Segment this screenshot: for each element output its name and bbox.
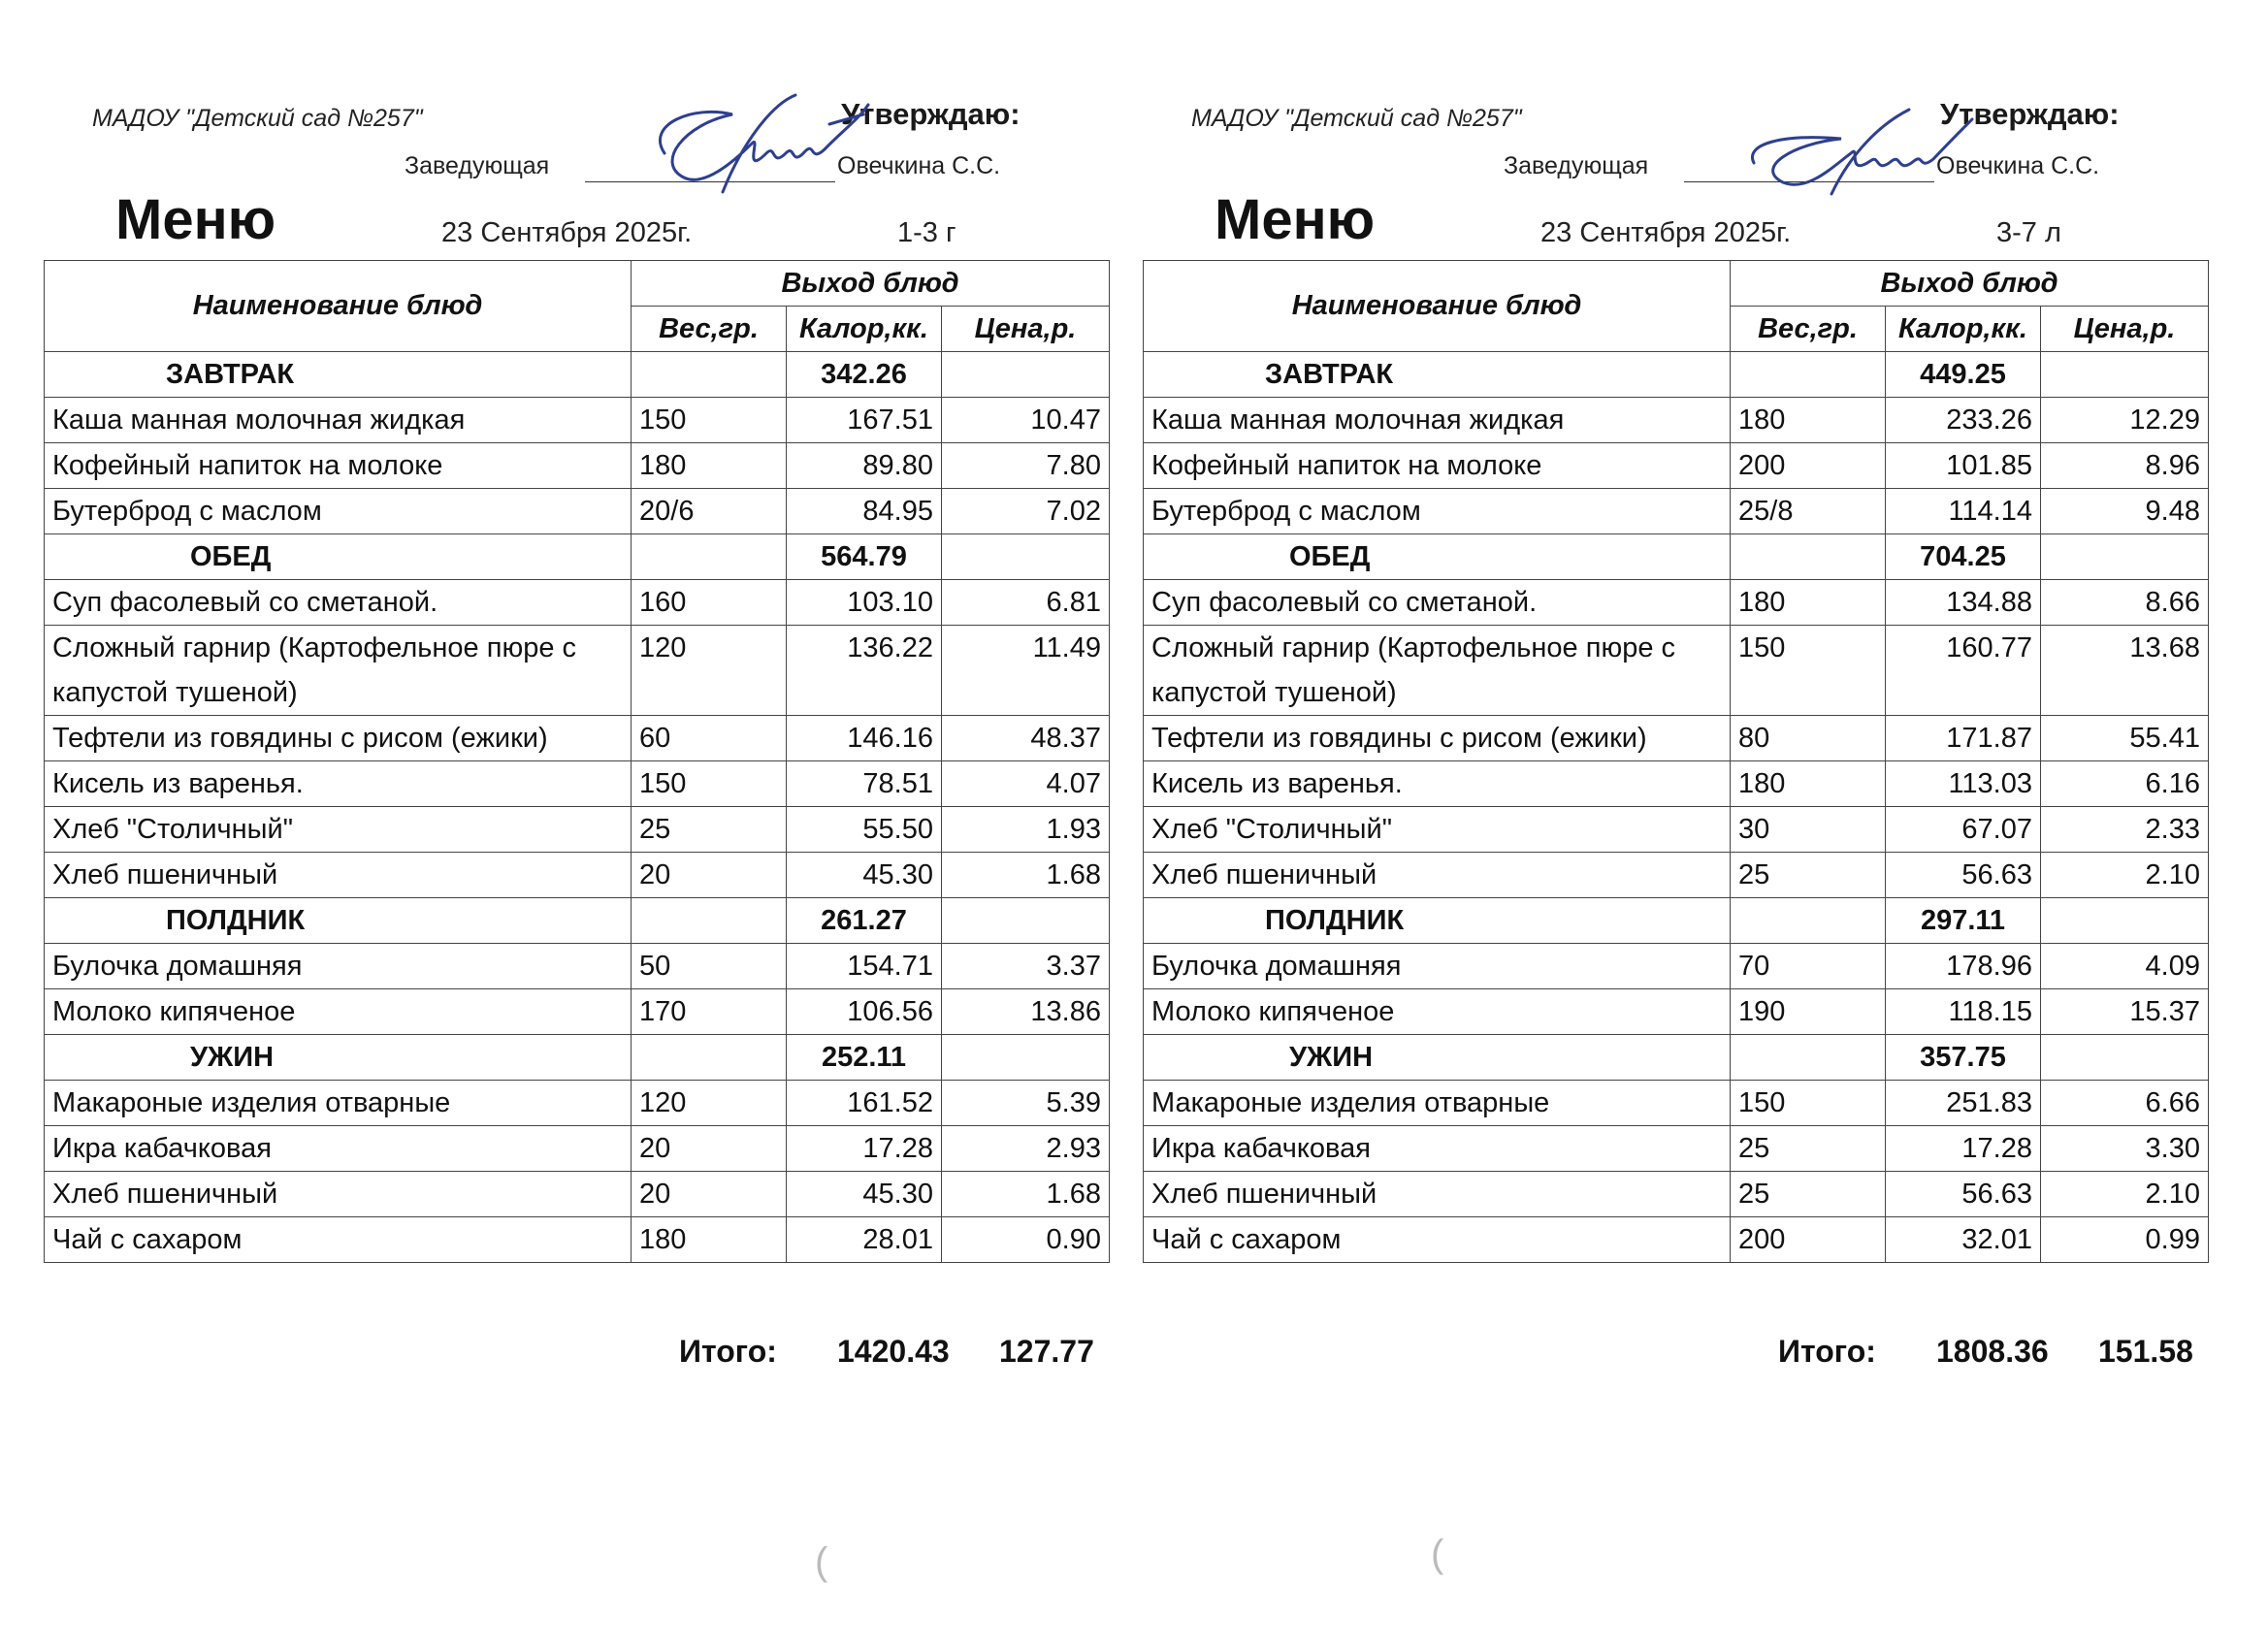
dish-name: Суп фасолевый со сметаной. (1144, 580, 1731, 626)
total-label: Итого: (1778, 1334, 1876, 1369)
dish-name: Хлеб пшеничный (1144, 853, 1731, 898)
table-row (1144, 1172, 2209, 1217)
dish-weight: 180 (1731, 398, 1886, 443)
dish-kcal: 233.26 (1886, 398, 2041, 443)
dish-kcal: 136.22 (787, 626, 942, 671)
dish-weight: 25 (1731, 1126, 1886, 1172)
dish-price: 13.68 (2041, 626, 2209, 671)
dish-kcal: 161.52 (787, 1081, 942, 1126)
col-price: Цена,р. (2041, 307, 2209, 352)
dish-price: 10.47 (942, 398, 1110, 443)
dish-weight: 150 (1731, 626, 1886, 671)
dish-kcal: 114.14 (1886, 489, 2041, 534)
dish-name: Кофейный напиток на молоке (1144, 443, 1731, 489)
table-row (45, 398, 1110, 443)
dish-weight: 20/6 (632, 489, 787, 534)
dish-name: Сложный гарнир (Картофельное пюре с (45, 626, 632, 671)
table-row (1144, 807, 2209, 853)
dish-kcal: 55.50 (787, 807, 942, 853)
section-kcal: 261.27 (787, 898, 942, 944)
section-weight (632, 352, 787, 398)
dish-price: 8.66 (2041, 580, 2209, 626)
dish-price: 15.37 (2041, 989, 2209, 1035)
dish-kcal: 154.71 (787, 944, 942, 989)
menu-title: Меню (115, 188, 276, 251)
section-row (45, 352, 1110, 398)
dish-price: 6.66 (2041, 1081, 2209, 1126)
org-name: МАДОУ "Детский сад №257" (1191, 105, 1522, 132)
section-title: УЖИН (1144, 1035, 1731, 1081)
dish-price: 1.68 (942, 853, 1110, 898)
dish-name: Молоко кипяченое (45, 989, 632, 1035)
menu-title: Меню (1215, 188, 1376, 251)
section-title: ЗАВТРАК (45, 352, 632, 398)
col-output: Выход блюд (1731, 261, 2209, 307)
menu-date: 23 Сентября 2025г. (1540, 217, 1792, 248)
dish-weight: 180 (632, 1217, 787, 1263)
dish-name-continued: капустой тушеной) (1144, 670, 1731, 716)
dish-kcal: 101.85 (1886, 443, 2041, 489)
dish-weight: 150 (632, 398, 787, 443)
dish-weight: 25/8 (1731, 489, 1886, 534)
dish-kcal: 106.56 (787, 989, 942, 1035)
section-weight (1731, 534, 1886, 580)
col-output: Выход блюд (632, 261, 1110, 307)
empty-cell (1731, 670, 1886, 716)
dish-name: Хлеб "Столичный" (45, 807, 632, 853)
empty-cell (787, 670, 942, 716)
dish-kcal: 84.95 (787, 489, 942, 534)
section-weight (632, 534, 787, 580)
table-row (45, 761, 1110, 807)
menu-table (1143, 260, 2209, 1263)
table-row-continuation (1144, 670, 2209, 716)
section-kcal: 704.25 (1886, 534, 2041, 580)
table-row (45, 853, 1110, 898)
empty-cell (2041, 670, 2209, 716)
dish-name: Сложный гарнир (Картофельное пюре с (1144, 626, 1731, 671)
dish-price: 11.49 (942, 626, 1110, 671)
dish-weight: 20 (632, 1172, 787, 1217)
dish-weight: 120 (632, 626, 787, 671)
dish-price: 2.10 (2041, 1172, 2209, 1217)
menu-rows (45, 352, 1110, 1263)
dish-weight: 20 (632, 1126, 787, 1172)
dish-name: Кофейный напиток на молоке (45, 443, 632, 489)
dish-kcal: 160.77 (1886, 626, 2041, 671)
section-price (942, 534, 1110, 580)
section-title: ПОЛДНИК (1144, 898, 1731, 944)
dish-price: 12.29 (2041, 398, 2209, 443)
dish-name: Чай с сахаром (45, 1217, 632, 1263)
dish-price: 6.81 (942, 580, 1110, 626)
table-row (1144, 1217, 2209, 1263)
signature-icon (1725, 85, 1977, 202)
col-kcal: Калор,кк. (787, 307, 942, 352)
dish-price: 48.37 (942, 716, 1110, 761)
menu-rows (1144, 352, 2209, 1263)
dish-weight: 70 (1731, 944, 1886, 989)
dish-price: 0.99 (2041, 1217, 2209, 1263)
table-row (45, 807, 1110, 853)
dish-price: 1.68 (942, 1172, 1110, 1217)
dish-price: 4.07 (942, 761, 1110, 807)
col-dish-name: Наименование блюд (45, 261, 632, 352)
head-role: Заведующая (1504, 152, 1649, 179)
section-title: ЗАВТРАК (1144, 352, 1731, 398)
section-title: УЖИН (45, 1035, 632, 1081)
table-row (1144, 1126, 2209, 1172)
table-row (45, 716, 1110, 761)
col-weight: Вес,гр. (632, 307, 787, 352)
dish-weight: 20 (632, 853, 787, 898)
dish-price: 7.02 (942, 489, 1110, 534)
dish-weight: 200 (1731, 443, 1886, 489)
table-row (45, 443, 1110, 489)
dish-kcal: 32.01 (1886, 1217, 2041, 1263)
dish-name: Хлеб пшеничный (45, 1172, 632, 1217)
col-dish-name: Наименование блюд (1144, 261, 1731, 352)
dish-kcal: 78.51 (787, 761, 942, 807)
dish-name-continued: капустой тушеной) (45, 670, 632, 716)
section-title: ОБЕД (1144, 534, 1731, 580)
dish-name: Суп фасолевый со сметаной. (45, 580, 632, 626)
dish-name: Хлеб "Столичный" (1144, 807, 1731, 853)
dish-weight: 80 (1731, 716, 1886, 761)
dish-kcal: 45.30 (787, 853, 942, 898)
dish-price: 0.90 (942, 1217, 1110, 1263)
section-kcal: 449.25 (1886, 352, 2041, 398)
col-kcal: Калор,кк. (1886, 307, 2041, 352)
section-weight (1731, 352, 1886, 398)
approve-label: Утверждаю: (1940, 97, 2120, 131)
dish-price: 5.39 (942, 1081, 1110, 1126)
dish-weight: 150 (1731, 1081, 1886, 1126)
menu-date: 23 Сентября 2025г. (441, 217, 693, 248)
section-price (2041, 534, 2209, 580)
table-row (1144, 626, 2209, 671)
section-title: ПОЛДНИК (45, 898, 632, 944)
section-row (1144, 352, 2209, 398)
signature-icon (626, 85, 878, 202)
dish-price: 8.96 (2041, 443, 2209, 489)
section-row (1144, 534, 2209, 580)
col-weight: Вес,гр. (1731, 307, 1886, 352)
dish-weight: 25 (1731, 1172, 1886, 1217)
empty-cell (1886, 670, 2041, 716)
table-row (45, 944, 1110, 989)
table-row (45, 989, 1110, 1035)
dish-weight: 50 (632, 944, 787, 989)
dish-price: 3.30 (2041, 1126, 2209, 1172)
dish-weight: 120 (632, 1081, 787, 1126)
section-price (942, 352, 1110, 398)
scan-mark: ( (1431, 1533, 1444, 1575)
dish-name: Кисель из варенья. (1144, 761, 1731, 807)
dish-weight: 160 (632, 580, 787, 626)
approve-label: Утверждаю: (841, 97, 1021, 131)
section-kcal: 564.79 (787, 534, 942, 580)
section-row (45, 1035, 1110, 1081)
dish-price: 13.86 (942, 989, 1110, 1035)
table-row (45, 1172, 1110, 1217)
total-kcal: 1420.43 (837, 1334, 950, 1369)
section-kcal: 357.75 (1886, 1035, 2041, 1081)
section-kcal: 252.11 (787, 1035, 942, 1081)
dish-kcal: 89.80 (787, 443, 942, 489)
dish-weight: 190 (1731, 989, 1886, 1035)
dish-kcal: 17.28 (787, 1126, 942, 1172)
table-row (1144, 580, 2209, 626)
section-row (1144, 898, 2209, 944)
dish-name: Чай с сахаром (1144, 1217, 1731, 1263)
dish-name: Булочка домашняя (45, 944, 632, 989)
dish-name: Хлеб пшеничный (45, 853, 632, 898)
dish-name: Бутерброд с маслом (1144, 489, 1731, 534)
table-row (1144, 716, 2209, 761)
table-row (45, 489, 1110, 534)
dish-kcal: 118.15 (1886, 989, 2041, 1035)
section-kcal: 342.26 (787, 352, 942, 398)
menu-age-group: 1-3 г (897, 217, 956, 248)
section-price (942, 1035, 1110, 1081)
table-row (1144, 853, 2209, 898)
dish-name: Хлеб пшеничный (1144, 1172, 1731, 1217)
section-row (45, 898, 1110, 944)
section-row (45, 534, 1110, 580)
dish-weight: 180 (632, 443, 787, 489)
col-price: Цена,р. (942, 307, 1110, 352)
dish-name: Икра кабачковая (45, 1126, 632, 1172)
table-row (45, 1081, 1110, 1126)
dish-weight: 25 (1731, 853, 1886, 898)
section-price (2041, 898, 2209, 944)
total-price: 127.77 (999, 1334, 1094, 1369)
dish-kcal: 146.16 (787, 716, 942, 761)
section-price (2041, 1035, 2209, 1081)
dish-name: Тефтели из говядины с рисом (ежики) (45, 716, 632, 761)
dish-weight: 25 (632, 807, 787, 853)
dish-weight: 180 (1731, 580, 1886, 626)
dish-name: Каша манная молочная жидкая (1144, 398, 1731, 443)
table-row (1144, 489, 2209, 534)
section-weight (1731, 1035, 1886, 1081)
table-row (1144, 989, 2209, 1035)
dish-kcal: 113.03 (1886, 761, 2041, 807)
director-name: Овечкина С.С. (837, 152, 1001, 179)
dish-price: 9.48 (2041, 489, 2209, 534)
table-row-continuation (45, 670, 1110, 716)
dish-weight: 150 (632, 761, 787, 807)
dish-price: 2.10 (2041, 853, 2209, 898)
dish-kcal: 45.30 (787, 1172, 942, 1217)
dish-kcal: 171.87 (1886, 716, 2041, 761)
scan-mark: ( (815, 1540, 828, 1583)
dish-weight: 30 (1731, 807, 1886, 853)
dish-weight: 60 (632, 716, 787, 761)
dish-price: 2.33 (2041, 807, 2209, 853)
total-price: 151.58 (2098, 1334, 2193, 1369)
dish-kcal: 67.07 (1886, 807, 2041, 853)
dish-price: 55.41 (2041, 716, 2209, 761)
dish-name: Кисель из варенья. (45, 761, 632, 807)
section-weight (632, 1035, 787, 1081)
table-row (1144, 443, 2209, 489)
dish-kcal: 103.10 (787, 580, 942, 626)
section-weight (1731, 898, 1886, 944)
dish-kcal: 56.63 (1886, 1172, 2041, 1217)
dish-price: 1.93 (942, 807, 1110, 853)
dish-name: Молоко кипяченое (1144, 989, 1731, 1035)
empty-cell (942, 670, 1110, 716)
menu-panel-3-7 (1143, 0, 2229, 1406)
total-label: Итого: (679, 1334, 777, 1369)
table-row (1144, 944, 2209, 989)
dish-name: Тефтели из говядины с рисом (ежики) (1144, 716, 1731, 761)
dish-kcal: 56.63 (1886, 853, 2041, 898)
table-row (45, 626, 1110, 671)
dish-kcal: 178.96 (1886, 944, 2041, 989)
dish-name: Икра кабачковая (1144, 1126, 1731, 1172)
dish-weight: 170 (632, 989, 787, 1035)
dish-kcal: 251.83 (1886, 1081, 2041, 1126)
dish-kcal: 134.88 (1886, 580, 2041, 626)
table-row (1144, 1081, 2209, 1126)
section-title: ОБЕД (45, 534, 632, 580)
section-price (2041, 352, 2209, 398)
dish-name: Бутерброд с маслом (45, 489, 632, 534)
dish-kcal: 17.28 (1886, 1126, 2041, 1172)
dish-price: 2.93 (942, 1126, 1110, 1172)
dish-price: 6.16 (2041, 761, 2209, 807)
section-row (1144, 1035, 2209, 1081)
dish-kcal: 28.01 (787, 1217, 942, 1263)
table-row (45, 1217, 1110, 1263)
total-kcal: 1808.36 (1936, 1334, 2049, 1369)
table-row (1144, 398, 2209, 443)
dish-price: 7.80 (942, 443, 1110, 489)
dish-name: Макароные изделия отварные (45, 1081, 632, 1126)
menu-panel-1-3 (44, 0, 1130, 1406)
table-row (1144, 761, 2209, 807)
dish-weight: 180 (1731, 761, 1886, 807)
dish-kcal: 167.51 (787, 398, 942, 443)
org-name: МАДОУ "Детский сад №257" (92, 105, 423, 132)
dish-name: Макароные изделия отварные (1144, 1081, 1731, 1126)
section-weight (632, 898, 787, 944)
section-kcal: 297.11 (1886, 898, 2041, 944)
dish-price: 3.37 (942, 944, 1110, 989)
dish-name: Каша манная молочная жидкая (45, 398, 632, 443)
dish-price: 4.09 (2041, 944, 2209, 989)
director-name: Овечкина С.С. (1936, 152, 2100, 179)
empty-cell (632, 670, 787, 716)
menu-age-group: 3-7 л (1996, 217, 2061, 248)
section-price (942, 898, 1110, 944)
dish-weight: 200 (1731, 1217, 1886, 1263)
menu-table (44, 260, 1110, 1263)
dish-name: Булочка домашняя (1144, 944, 1731, 989)
table-row (45, 1126, 1110, 1172)
table-row (45, 580, 1110, 626)
head-role: Заведующая (405, 152, 550, 179)
